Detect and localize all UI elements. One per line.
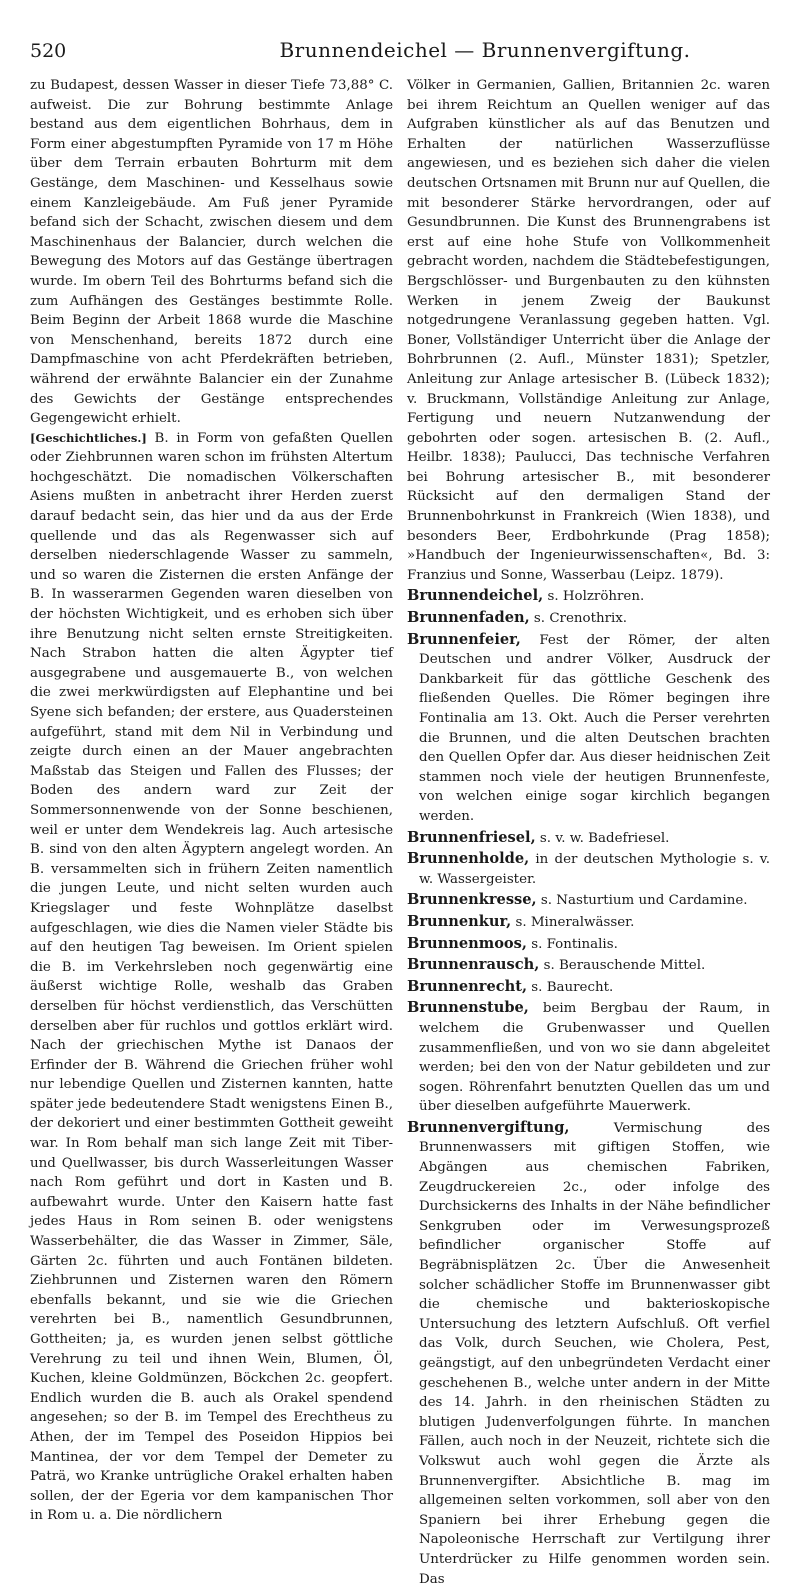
entry-headword: Brunnenfaden, <box>407 609 530 627</box>
entry-headword: Brunnenholde, <box>407 850 530 868</box>
entry-text: Vermischung des Brunnenwassers mit giftigen Stoffen, wie Abgängen aus chemischen Fabriken, Zeugdruckereien 2c., oder infolge des Durchsickerns des Inhalts in der Nähe befindlicher Senkgruben oder im Verwesungsprozeß befindlicher organischer Stoffe auf Begräbnisplätzen 2c. Über die Anwesenheit solcher schädlicher Stoffe im Brunnenwasser gibt die chemische und bakterioskopische Untersuchung des letztern Aufschluß. Oft verfiel das Volk, durch Seuchen, wie Cholera, Pest, geängstigt, auf den unbegründeten Verdacht einer geschehenen B., welche unter andern in der Mitte des 14. Jahrh. in den rheinischen Städten zu blutigen Judenverfolgungen führte. In manchen Fällen, auch noch in der Neuzeit, richtete sich die Volkswut auch wohl gegen die Ärzte als Brunnenvergifter. Absichtliche B. mag im allgemeinen selten vorkommen, soll aber von den Spaniern bei ihrer Erhebung gegen die Napoleonische Herrschaft zur Vertilgung ihrer Unterdrücker zu Hilfe genommen worden sein. Das <box>419 1120 770 1587</box>
entry-text: in der deutschen Mythologie s. v. w. Wassergeister. <box>419 852 770 887</box>
entry <box>407 890 770 911</box>
entry-headword: Brunnendeichel, <box>407 587 544 605</box>
entry-headword: Brunnenrausch, <box>407 956 540 974</box>
entry-text: s. Fontinalis. <box>526 936 618 952</box>
paragraph-history <box>30 429 393 1526</box>
entry-text: s. Holzröhren. <box>543 589 645 605</box>
page-number: 520 <box>30 40 67 62</box>
entry-headword: Brunnenrecht, <box>407 977 528 995</box>
entry-text: s. Crenothrix. <box>529 611 628 627</box>
paragraph-text: B. in Form von gefaßten Quellen oder Ziehbrunnen waren schon im frühsten Altertum hochgeschätzt. Die nomadischen Völkerschaften Asiens mußten in anbetracht ihrer Herden zuerst darauf bedacht sein, das hier und da aus der Erde quellende und das als Regenwasser sich auf derselben niederschlagende Wasser zu sammeln, und so waren die Zisternen die ersten Anfänge der B. In wasserarmen Gegenden waren dieselben von der höchsten Wichtigkeit, und es erhoben sich über ihre Benutzung nicht selten ernste Streitigkeiten. Nach Strabon hatten die alten Ägypter tief ausgegrabene und ausgemauerte B., von welchen die zwei merkwürdigsten auf Elephantine und bei Syene sich befanden; der erstere, aus Quadersteinen aufgeführt, stand mit dem Nil in Verbindung und zeigte durch einen an der Mauer angebrachten Maßstab das Steigen und Fallen des Flusses; der Boden des andern ward zur Zeit der Sommersonnenwende von der Sonne beschienen, weil er unter dem Wendekreis lag. Auch artesische B. sind von den alten Ägyptern angelegt worden. An B. versammelten sich in frühern Zeiten namentlich die jungen Leute, und nicht selten wurden auch Kriegslager und feste Wohnplätze daselbst aufgeschlagen, wie dies die Namen vieler Städte bis auf den heutigen Tag beweisen. Im Orient spielen die B. im Verkehrsleben noch gegenwärtig eine äußerst wichtige Rolle, weshalb das Graben derselben für höchst verdienstlich, das Verschütten derselben aber für ruchlos und gottlos erklärt wird. Nach der griechischen Mythe ist Danaos der Erfinder der B. Während die Griechen früher wohl nur lebendige Quellen und Zisternen kannten, hatte später jede bedeutendere Stadt wenigstens Einen B., der dekoriert und einer bestimmten Gottheit geweiht war. In Rom behalf man sich lange Zeit mit Tiber- und Quellwasser, bis durch Wasserleitungen Wasser nach Rom geführt und dort in Kasten und B. aufbewahrt wurde. Unter den Kaisern hatte fast jedes Haus in Rom seinen B. oder wenigstens Wasserbehälter, die das Wasser in Zimmer, Säle, Gärten 2c. führten und auch Fontänen bildeten. Ziehbrunnen und Zisternen waren den Römern ebenfalls bekannt, und sie wie die Griechen verehrten bei B., namentlich Gesundbrunnen, Gottheiten; ja, es wurden jenen selbst göttliche Verehrung zu teil und ihnen Wein, Blumen, Öl, Kuchen, kleine Goldmünzen, Böckchen 2c. geopfert. Endlich wurden die B. auch als Orakel spendend angesehen; so der B. im Tempel des Erechtheus zu Athen, der im Tempel des Poseidon Hippios bei Mantinea, der vor dem Tempel der Demeter zu Paträ, wo Kranke untrügliche Orakel erhalten haben sollen, der der Egeria vor dem kampanischen Thor in Rom u. a. Die nördlichern <box>30 430 393 1524</box>
text-columns <box>30 76 770 1589</box>
entry-headword: Brunnenfriesel, <box>407 828 536 846</box>
entry <box>407 630 770 827</box>
entry <box>407 934 770 955</box>
entry-text: s. Nasturtium und Cardamine. <box>536 893 748 909</box>
entry-headword: Brunnenmoos, <box>407 934 527 952</box>
paragraph: zu Budapest, dessen Wasser in dieser Tiefe 73,88° C. aufweist. Die zur Bohrung bestimmte Anlage bestand aus dem eigentlichen Bohrhaus, dem in Form einer abgestumpften Pyramide von 17 m Höhe über dem Terrain erbauten Bohrturm mit dem Gestänge, dem Maschinen- und Kesselhaus sowie einem Kanzleigebäude. Am Fuß jener Pyramide befand sich der Schacht, zwischen diesem und dem Maschinenhaus der Balancier, durch welchen die Bewegung des Motors auf das Gestänge übertragen wurde. Im obern Teil des Bohrturms befand sich die zum Aufhängen des Gestänges bestimmte Rolle. Beim Beginn der Arbeit 1868 wurde die Maschine von Menschenhand, bereits 1872 durch eine Dampfmaschine von acht Pferdekräften betrieben, während der erwähnte Balancier ein der Zunahme des Gewichts der Gestänge entsprechendes Gegengewicht erhielt. <box>30 78 393 427</box>
entry-headword: Brunnenkresse, <box>407 891 537 909</box>
entry <box>407 955 770 976</box>
entry-text: s. Berauschende Mittel. <box>539 958 706 974</box>
entry-text: s. v. w. Badefriesel. <box>535 830 670 846</box>
entry-text: s. Baurecht. <box>527 979 614 995</box>
entry <box>407 828 770 849</box>
entry-headword: Brunnenstube, <box>407 999 529 1017</box>
margin-label: [Geschichtliches.] <box>30 430 147 445</box>
running-title: Brunnendeichel — Brunnenvergiftung. <box>279 38 691 62</box>
entry <box>407 586 770 607</box>
entry <box>407 977 770 998</box>
left-column <box>30 76 393 1589</box>
entry <box>407 608 770 629</box>
entry-headword: Brunnenkur, <box>407 912 512 930</box>
entry-text: Fest der Römer, der alten Deutschen und andrer Völker, Ausdruck der Dankbarkeit für das göttliche Geschenk des fließenden Quelles. Die Römer begingen ihre Fontinalia am 13. Okt. Auch die Perser verehrten die Brunnen, und die alten Deutschen brachten den Quellen Opfer dar. Aus dieser heidnischen Zeit stammen noch viele der heutigen Brunnenfeste, von welchen einige sogar kirchlich begangen werden. <box>419 632 770 824</box>
entry-headword: Brunnenvergiftung, <box>407 1118 570 1136</box>
entry <box>407 998 770 1117</box>
entry-text: s. Mineralwässer. <box>511 914 635 930</box>
entry <box>407 1118 770 1589</box>
page-header <box>30 38 770 70</box>
entry-headword: Brunnenfeier, <box>407 630 521 648</box>
entry-text: beim Bergbau der Raum, in welchem die Grubenwasser und Quellen zusammenfließen, und von wo sie dann abgeleitet werden; bei den von der Natur gebildeten und zur sogen. Röhrenfahrt benutzten Quellen das um und über dieselben aufgeführte Mauerwerk. <box>419 1001 770 1115</box>
entry <box>407 849 770 889</box>
right-column <box>407 76 770 1589</box>
entry <box>407 912 770 933</box>
paragraph: Völker in Germanien, Gallien, Britannien 2c. waren bei ihrem Reichtum an Quellen weniger auf das Aufgraben künstlicher als auf das Benutzen und Erhalten der natürlichen Wasserzuflüsse angewiesen, und es beziehen sich daher die vielen deutschen Ortsnamen mit Brunn nur auf Quellen, die mit besonderer Stärke hervordrangen, oder auf Gesundbrunnen. Die Kunst des Brunnengrabens ist erst auf eine hohe Stufe von Vollkommenheit gebracht worden, nachdem die Städtebefestigungen, Bergschlösser- und Burgenbauten zu den kühnsten Werken in jenem Zweig der Baukunst notgedrungene Veranlassung gegeben hatten. Vgl. Boner, Vollständiger Unterricht über die Anlage der Bohrbrunnen (2. Aufl., Münster 1831); Spetzler, Anleitung zur Anlage artesischer B. (Lübeck 1832); v. Bruckmann, Vollständige Anleitung zur Anlage, Fertigung und neuern Nutzanwendung der gebohrten oder sogen. artesischen B. (2. Aufl., Heilbr. 1838); Paulucci, Das technische Verfahren bei Bohrung artesischer B., mit besonderer Rücksicht auf den dermaligen Stand der Brunnenbohrkunst in Frankreich (Wien 1838), und besonders Beer, Erdbohrkunde (Prag 1858); »Handbuch der Ingenieurwissenschaften«, Bd. 3: Franzius und Sonne, Wasserbau (Leipz. 1879). <box>407 78 770 583</box>
